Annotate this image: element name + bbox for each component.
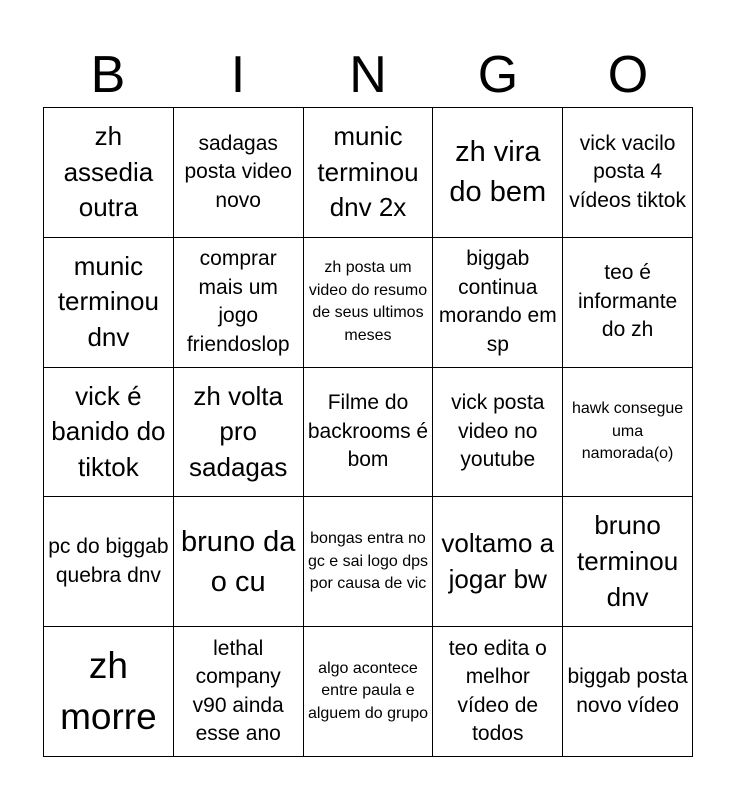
bingo-cell[interactable] xyxy=(174,108,304,238)
bingo-cell[interactable] xyxy=(304,238,434,368)
bingo-header xyxy=(43,44,693,106)
bingo-cell[interactable] xyxy=(433,627,563,757)
cell-text: munic terminou dnv 2x xyxy=(317,120,419,223)
bingo-cell[interactable] xyxy=(563,497,693,627)
cell-text: teo edita o melhor vídeo de todos xyxy=(448,636,547,746)
bingo-cell[interactable] xyxy=(304,368,434,498)
bingo-cell[interactable] xyxy=(563,238,693,368)
bingo-cell[interactable] xyxy=(174,238,304,368)
cell-text: vick posta video no youtube xyxy=(451,391,545,472)
cell-text: hawk consegue uma namorada(o) xyxy=(572,400,684,463)
cell-text: munic terminou dnv xyxy=(57,250,159,352)
cell-text: zh posta um video do resumo de seus ultimos meses xyxy=(308,259,428,344)
bingo-cell[interactable] xyxy=(304,497,434,627)
cell-text: zh assedia outra xyxy=(63,120,154,223)
bingo-cell[interactable] xyxy=(304,108,434,238)
header-letter-n: N xyxy=(349,46,387,104)
cell-text: algo acontece entre paula e alguem do grupo xyxy=(307,660,429,722)
bingo-cell[interactable] xyxy=(563,108,693,238)
bingo-cell[interactable] xyxy=(433,108,563,238)
cell-text: bruno terminou dnv xyxy=(577,510,679,612)
bingo-cell[interactable] xyxy=(174,497,304,627)
cell-text: voltamo a jogar bw xyxy=(441,528,555,594)
cell-text: biggab continua morando em sp xyxy=(438,247,557,356)
cell-text: zh morre xyxy=(60,644,157,737)
bingo-cell[interactable] xyxy=(44,368,174,498)
cell-text: Filme do backrooms é bom xyxy=(307,391,429,472)
header-letter-o: O xyxy=(607,46,649,104)
cell-text: bongas entra no gc e sai logo dps por causa de vic xyxy=(307,530,429,592)
bingo-cell[interactable] xyxy=(433,497,563,627)
bingo-cell[interactable] xyxy=(433,368,563,498)
cell-text: comprar mais um jogo friendoslop xyxy=(186,247,290,356)
cell-text: bruno da o cu xyxy=(180,525,296,598)
bingo-cell[interactable] xyxy=(44,108,174,238)
bingo-cell[interactable] xyxy=(174,627,304,757)
bingo-cell[interactable] xyxy=(563,627,693,757)
bingo-cell[interactable] xyxy=(174,368,304,498)
header-letter-i: I xyxy=(230,46,246,104)
header-letter-g: G xyxy=(477,46,519,104)
bingo-board xyxy=(43,107,693,757)
cell-text: sadagas posta video novo xyxy=(184,131,292,212)
bingo-cell[interactable] xyxy=(44,238,174,368)
cell-text: zh volta pro sadagas xyxy=(189,380,288,482)
cell-text: vick vacilo posta 4 vídeos tiktok xyxy=(569,131,686,212)
bingo-cell[interactable] xyxy=(44,497,174,627)
cell-text: vick é banido do tiktok xyxy=(51,380,166,482)
bingo-cell[interactable] xyxy=(433,238,563,368)
header-letter-b: B xyxy=(90,46,126,104)
cell-text: lethal company v90 ainda esse ano xyxy=(192,636,284,746)
cell-text: biggab posta novo vídeo xyxy=(567,665,688,717)
cell-text: teo é informante do zh xyxy=(577,261,678,342)
cell-text: zh vira do bem xyxy=(449,136,547,209)
bingo-cell[interactable] xyxy=(304,627,434,757)
bingo-cell[interactable] xyxy=(44,627,174,757)
cell-text: pc do biggab quebra dnv xyxy=(48,535,169,587)
bingo-cell[interactable] xyxy=(563,368,693,498)
